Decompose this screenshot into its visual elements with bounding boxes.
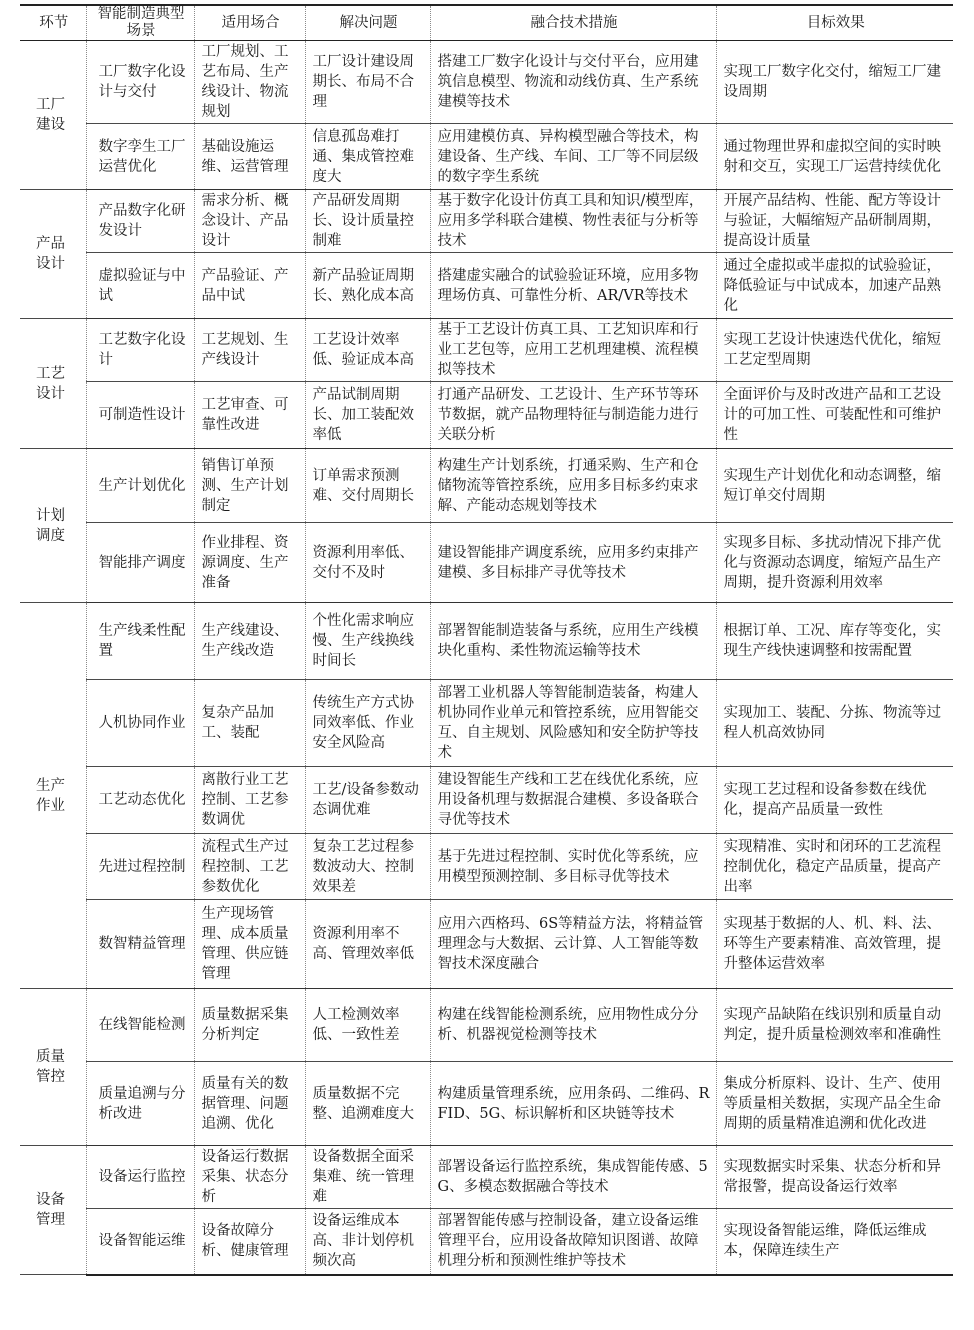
effect-cell: 实现产品缺陷在线识别和质量自动判定，提升质量检测效率和准确性	[716, 989, 953, 1062]
applicable-cell: 产品验证、产品中试	[194, 253, 305, 319]
effect-cell: 实现工厂数字化交付，缩短工厂建设周期	[716, 41, 953, 124]
table-body	[20, 41, 953, 1275]
table-row	[20, 41, 953, 124]
table-row	[20, 319, 953, 382]
applicable-cell: 工厂规划、工艺布局、生产线设计、物流规划	[194, 41, 305, 124]
scenario-table	[20, 4, 953, 1276]
table-row	[20, 900, 953, 989]
scene-cell: 工厂数字化设计与交付	[86, 41, 194, 124]
header-measure: 融合技术措施	[430, 5, 716, 41]
scene-cell: 人机协同作业	[86, 680, 194, 767]
table-row	[20, 680, 953, 767]
applicable-cell: 设备运行数据采集、状态分析	[194, 1146, 305, 1209]
table-row	[20, 989, 953, 1062]
measure-cell: 基于数字化设计仿真工具和知识/模型库，应用多学科联合建模、物性表征与分析等技术	[430, 190, 716, 253]
effect-cell: 实现工艺设计快速迭代优化，缩短工艺定型周期	[716, 319, 953, 382]
effect-cell: 集成分析原料、设计、生产、使用等质量相关数据，实现产品全生命周期的质量精准追溯和优化改进	[716, 1062, 953, 1146]
scene-cell: 数字孪生工厂运营优化	[86, 124, 194, 190]
table-row	[20, 253, 953, 319]
table-header-row	[20, 5, 953, 41]
applicable-cell: 离散行业工艺控制、工艺参数调优	[194, 767, 305, 834]
table-row	[20, 1062, 953, 1146]
table-row	[20, 834, 953, 900]
measure-cell: 搭建工厂数字化设计与交付平台，应用建筑信息模型、物流和动线仿真、生产系统建模等技术	[430, 41, 716, 124]
stage-cell: 计划调度	[20, 449, 86, 603]
problem-cell: 工艺/设备参数动态调优难	[305, 767, 430, 834]
table-row	[20, 124, 953, 190]
table-row	[20, 1209, 953, 1275]
applicable-cell: 作业排程、资源调度、生产准备	[194, 523, 305, 603]
table-row	[20, 523, 953, 603]
applicable-cell: 生产线建设、生产线改造	[194, 603, 305, 680]
problem-cell: 复杂工艺过程参数波动大、控制效果差	[305, 834, 430, 900]
header-applicable: 适用场合	[194, 5, 305, 41]
scene-cell: 先进过程控制	[86, 834, 194, 900]
measure-cell: 应用六西格玛、6S等精益方法，将精益管理理念与大数据、云计算、人工智能等数智技术深度融合	[430, 900, 716, 989]
scene-cell: 质量追溯与分析改进	[86, 1062, 194, 1146]
effect-cell: 开展产品结构、性能、配方等设计与验证，大幅缩短产品研制周期，提高设计质量	[716, 190, 953, 253]
problem-cell: 传统生产方式协同效率低、作业安全风险高	[305, 680, 430, 767]
problem-cell: 个性化需求响应慢、生产线换线时间长	[305, 603, 430, 680]
scene-cell: 设备运行监控	[86, 1146, 194, 1209]
stage-cell: 生产作业	[20, 603, 86, 989]
applicable-cell: 质量数据采集分析判定	[194, 989, 305, 1062]
problem-cell: 产品试制周期长、加工装配效率低	[305, 382, 430, 449]
header-scene: 智能制造典型场景	[86, 5, 194, 41]
scene-cell: 虚拟验证与中试	[86, 253, 194, 319]
problem-cell: 设备数据全面采集难、统一管理难	[305, 1146, 430, 1209]
applicable-cell: 工艺规划、生产线设计	[194, 319, 305, 382]
stage-cell: 工厂建设	[20, 41, 86, 190]
scene-cell: 数智精益管理	[86, 900, 194, 989]
effect-cell: 实现设备智能运维，降低运维成本，保障连续生产	[716, 1209, 953, 1275]
measure-cell: 建设智能生产线和工艺在线优化系统，应用设备机理与数据混合建模、多设备联合寻优等技术	[430, 767, 716, 834]
problem-cell: 资源利用率不高、管理效率低	[305, 900, 430, 989]
scene-cell: 可制造性设计	[86, 382, 194, 449]
scene-cell: 智能排产调度	[86, 523, 194, 603]
problem-cell: 资源利用率低、交付不及时	[305, 523, 430, 603]
problem-cell: 工艺设计效率低、验证成本高	[305, 319, 430, 382]
problem-cell: 质量数据不完整、追溯难度大	[305, 1062, 430, 1146]
measure-cell: 构建在线智能检测系统，应用物性成分分析、机器视觉检测等技术	[430, 989, 716, 1062]
applicable-cell: 需求分析、概念设计、产品设计	[194, 190, 305, 253]
effect-cell: 实现工艺过程和设备参数在线优化，提高产品质量一致性	[716, 767, 953, 834]
applicable-cell: 销售订单预测、生产计划制定	[194, 449, 305, 523]
stage-cell: 产品设计	[20, 190, 86, 319]
header-effect: 目标效果	[716, 5, 953, 41]
measure-cell: 部署智能制造装备与系统，应用生产线模块化重构、柔性物流运输等技术	[430, 603, 716, 680]
applicable-cell: 基础设施运维、运营管理	[194, 124, 305, 190]
applicable-cell: 流程式生产过程控制、工艺参数优化	[194, 834, 305, 900]
measure-cell: 建设智能排产调度系统，应用多约束排产建模、多目标排产寻优等技术	[430, 523, 716, 603]
stage-cell: 工艺设计	[20, 319, 86, 449]
applicable-cell: 生产现场管理、成本质量管理、供应链管理	[194, 900, 305, 989]
measure-cell: 基于工艺设计仿真工具、工艺知识库和行业工艺包等，应用工艺机理建模、流程模拟等技术	[430, 319, 716, 382]
effect-cell: 通过全虚拟或半虚拟的试验验证，降低验证与中试成本，加速产品熟化	[716, 253, 953, 319]
stage-cell: 质量管控	[20, 989, 86, 1146]
effect-cell: 实现数据实时采集、状态分析和异常报警，提高设备运行效率	[716, 1146, 953, 1209]
effect-cell: 实现精准、实时和闭环的工艺流程控制优化，稳定产品质量，提高产出率	[716, 834, 953, 900]
effect-cell: 实现基于数据的人、机、料、法、环等生产要素精准、高效管理，提升整体运营效率	[716, 900, 953, 989]
measure-cell: 构建生产计划系统，打通采购、生产和仓储物流等管控系统，应用多目标多约束求解、产能动态规划等技术	[430, 449, 716, 523]
effect-cell: 根据订单、工况、库存等变化，实现生产线快速调整和按需配置	[716, 603, 953, 680]
measure-cell: 基于先进过程控制、实时优化等系统，应用模型预测控制、多目标寻优等技术	[430, 834, 716, 900]
scene-cell: 工艺动态优化	[86, 767, 194, 834]
applicable-cell: 复杂产品加工、装配	[194, 680, 305, 767]
effect-cell: 全面评价与及时改进产品和工艺设计的可加工性、可装配性和可维护性	[716, 382, 953, 449]
table-row	[20, 1146, 953, 1209]
header-problem: 解决问题	[305, 5, 430, 41]
measure-cell: 部署智能传感与控制设备，建立设备运维管理平台，应用设备故障知识图谱、故障机理分析和预测性维护等技术	[430, 1209, 716, 1275]
problem-cell: 新产品验证周期长、熟化成本高	[305, 253, 430, 319]
effect-cell: 实现生产计划优化和动态调整，缩短订单交付周期	[716, 449, 953, 523]
applicable-cell: 质量有关的数据管理、问题追溯、优化	[194, 1062, 305, 1146]
measure-cell: 应用建模仿真、异构模型融合等技术，构建设备、生产线、车间、工厂等不同层级的数字孪生系统	[430, 124, 716, 190]
measure-cell: 构建质量管理系统，应用条码、二维码、RFID、5G、标识解析和区块链等技术	[430, 1062, 716, 1146]
measure-cell: 搭建虚实融合的试验验证环境，应用多物理场仿真、可靠性分析、AR/VR等技术	[430, 253, 716, 319]
scene-cell: 工艺数字化设计	[86, 319, 194, 382]
problem-cell: 产品研发周期长、设计质量控制难	[305, 190, 430, 253]
scene-cell: 生产线柔性配置	[86, 603, 194, 680]
measure-cell: 打通产品研发、工艺设计、生产环节等环节数据，就产品物理特征与制造能力进行关联分析	[430, 382, 716, 449]
header-stage: 环节	[20, 5, 86, 41]
problem-cell: 工厂设计建设周期长、布局不合理	[305, 41, 430, 124]
measure-cell: 部署工业机器人等智能制造装备，构建人机协同作业单元和管控系统，应用智能交互、自主规划、风险感知和安全防护等技术	[430, 680, 716, 767]
applicable-cell: 设备故障分析、健康管理	[194, 1209, 305, 1275]
table-row	[20, 603, 953, 680]
scene-cell: 在线智能检测	[86, 989, 194, 1062]
effect-cell: 实现多目标、多扰动情况下排产优化与资源动态调度，缩短产品生产周期，提升资源利用效率	[716, 523, 953, 603]
measure-cell: 部署设备运行监控系统，集成智能传感、5G、多模态数据融合等技术	[430, 1146, 716, 1209]
problem-cell: 人工检测效率低、一致性差	[305, 989, 430, 1062]
scene-cell: 设备智能运维	[86, 1209, 194, 1275]
scene-cell: 生产计划优化	[86, 449, 194, 523]
applicable-cell: 工艺审查、可靠性改进	[194, 382, 305, 449]
problem-cell: 订单需求预测难、交付周期长	[305, 449, 430, 523]
table-row	[20, 449, 953, 523]
stage-cell: 设备管理	[20, 1146, 86, 1275]
problem-cell: 信息孤岛难打通、集成管控难度大	[305, 124, 430, 190]
table-row	[20, 190, 953, 253]
table-row	[20, 382, 953, 449]
problem-cell: 设备运维成本高、非计划停机频次高	[305, 1209, 430, 1275]
scene-cell: 产品数字化研发设计	[86, 190, 194, 253]
effect-cell: 通过物理世界和虚拟空间的实时映射和交互，实现工厂运营持续优化	[716, 124, 953, 190]
effect-cell: 实现加工、装配、分拣、物流等过程人机高效协同	[716, 680, 953, 767]
table-row	[20, 767, 953, 834]
